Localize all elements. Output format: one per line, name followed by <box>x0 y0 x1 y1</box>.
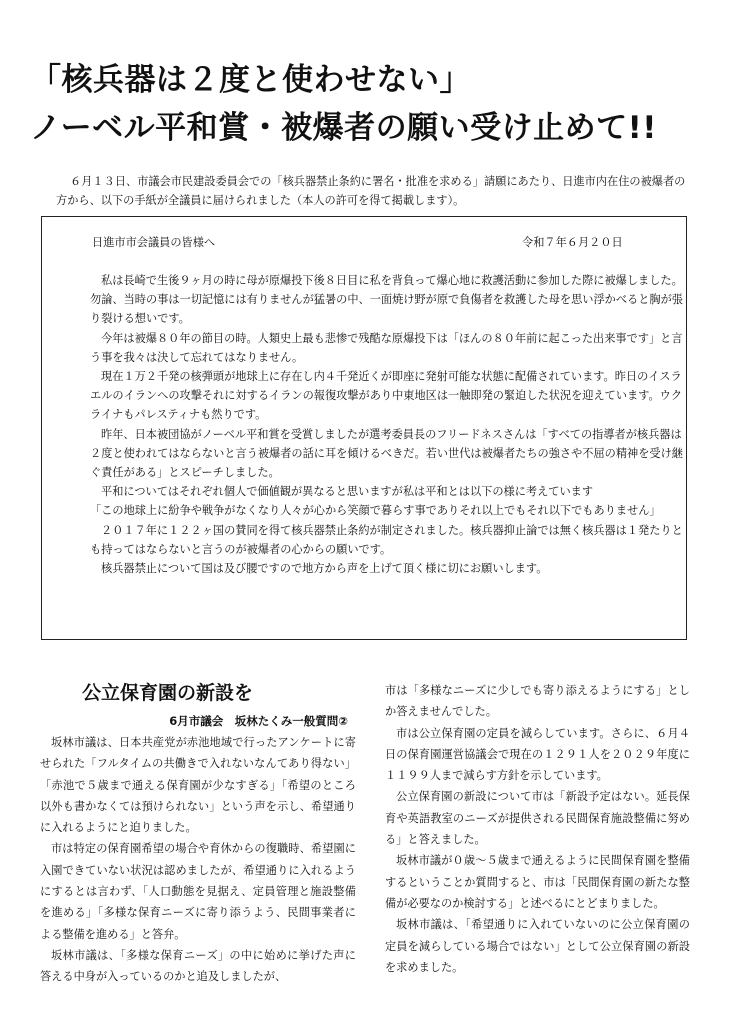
intro-paragraph: ６月１３日、市議会市民建設委員会での「核兵器禁止条約に署名・批准を求める」請願にあたり、日進市内在住の被爆者の方から、以下の手紙が全議員に届けられました（本人の許可を得て掲載します）。 <box>56 175 686 207</box>
letter-body <box>90 271 690 578</box>
article-paragraph: 坂林市議は、「多様な保育ニーズ」の中に始めに挙げた声に答える中身が入っているのかと追及しましたが、 <box>40 948 356 984</box>
article-paragraph: 市は「多様なニーズに少しでも寄り添えるようにする」としか答えませんでした。 <box>385 684 690 719</box>
headline-line-1: 「核兵器は２度と使わせない」 <box>30 62 471 98</box>
letter-date: 令和７年６月２０日 <box>522 236 623 249</box>
letter-paragraph: 「この地球上に紛争や戦争がなくなり人々が心から笑顔で暮らす事でありそれ以上でもそれ以下でもありません」 <box>90 504 661 518</box>
article-paragraph: 市は公立保育園の定員を減らしています。さらに、６月４日の保育園運営協議会で現在の１２９１人を２０２９年度に１１９９人まで減らす方針を示しています。 <box>385 726 690 783</box>
article-right-column <box>385 680 690 978</box>
article-paragraph: 市は特定の保育園希望の場合や育休からの復職時、希望園に入園できていない状況は認めましたが、希望通りに入れるようにするとは言わず、「人口動態を見据え、定員管理と施設整備を進める」「多様な保育ニーズに寄り添うよう、民間事業者による整備を進める」と答弁。 <box>40 842 356 941</box>
letter-paragraph: 平和についてはそれぞれ個人で価値観が異なると思いますが私は平和とは以下の様に考えています <box>101 485 594 499</box>
letter-paragraph: 昨年、日本被団協がノーベル平和賞を受賞しましたが選考委員長のフリードネスさんは「すべての指導者が核兵器は２度と使われてはならないと言う被爆者の話に耳を傾けるべきだ。若い世代は被爆者たちの強さや不屈の精神を受け継ぐ責任がある」とスピーチしました。 <box>90 427 683 480</box>
letter-paragraph: 今年は被爆８０年の節目の時。人類史上最も悲惨で残酷な原爆投下は「ほんの８０年前に起こった出来事です」と言う事を我々は決して忘れてはなりません。 <box>90 331 683 364</box>
article-subtitle: 6月市議会 坂林たくみ一般質問② <box>169 714 348 728</box>
article-title: 公立保育園の新設を <box>82 682 254 704</box>
letter-paragraph: ２０１７年に１２２ヶ国の賛同を得て核兵器禁止条約が制定されました。核兵器抑止論では無く核兵器は１発たりとも持ってはならないと言うのが被爆者の心からの願いです。 <box>90 523 683 556</box>
article-paragraph: 坂林市議が０歳～５歳まで通えるように民間保育園を整備するということか質問すると、市は「民間保育園の新たな整備が必要なのか検討する」と述べるにとどまりました。 <box>385 854 690 910</box>
letter-box <box>41 216 687 640</box>
article-paragraph: 坂林市議は、「希望通りに入れていないのに公立保育園の定員を減らしている場合ではない」として公立保育園の新設を求めました。 <box>385 918 690 974</box>
letter-paragraph: 私は長崎で生後９ヶ月の時に母が原爆投下後８日目に私を背負って爆心地に救護活動に参加した際に被爆しました。勿論、当時の事は一切記憶には有りませんが猛暑の中、一面焼け野が原で負傷者を救護した母を思い浮かべると胸が張り裂ける想いです。 <box>90 274 683 326</box>
letter-paragraph: 現在１万２千発の核弾頭が地球上に存在し内４千発近くが即座に発射可能な状態に配備されています。昨日のイスラエルのイランへの攻撃それに対するイランの報復攻撃があり中東地区は一触即発の緊迫した状況を迎えています。ウクライナもパレスティナも然りです。 <box>90 370 683 422</box>
article-paragraph: 公立保育園の新設について市は「新設予定はない。延長保育や英語教室のニーズが提供される民間保育施設整備に努める」と答えました。 <box>385 790 690 847</box>
letter-paragraph: 核兵器禁止について国は及び腰ですので地方から声を上げて頂く様に切にお願いします。 <box>101 562 548 576</box>
headline-line-2: ノーベル平和賞・被爆者の願い受け止めて!! <box>30 110 657 146</box>
article-left-column <box>40 680 356 988</box>
article-right-text <box>385 680 690 978</box>
article-paragraph: 坂林市議は、日本共産党が赤池地域で行ったアンケートに寄せられた「フルタイムの共働きで入れないなんてあり得ない」「赤池で５歳まで通える保育園が少なすぎる」「希望のところ以外も書かなくては預けられない」という声を示し、希望通りに入れるようにと迫りました。 <box>40 736 356 835</box>
letter-salutation: 日進市市会議員の皆様へ <box>92 236 216 249</box>
article-left-text <box>40 732 356 988</box>
